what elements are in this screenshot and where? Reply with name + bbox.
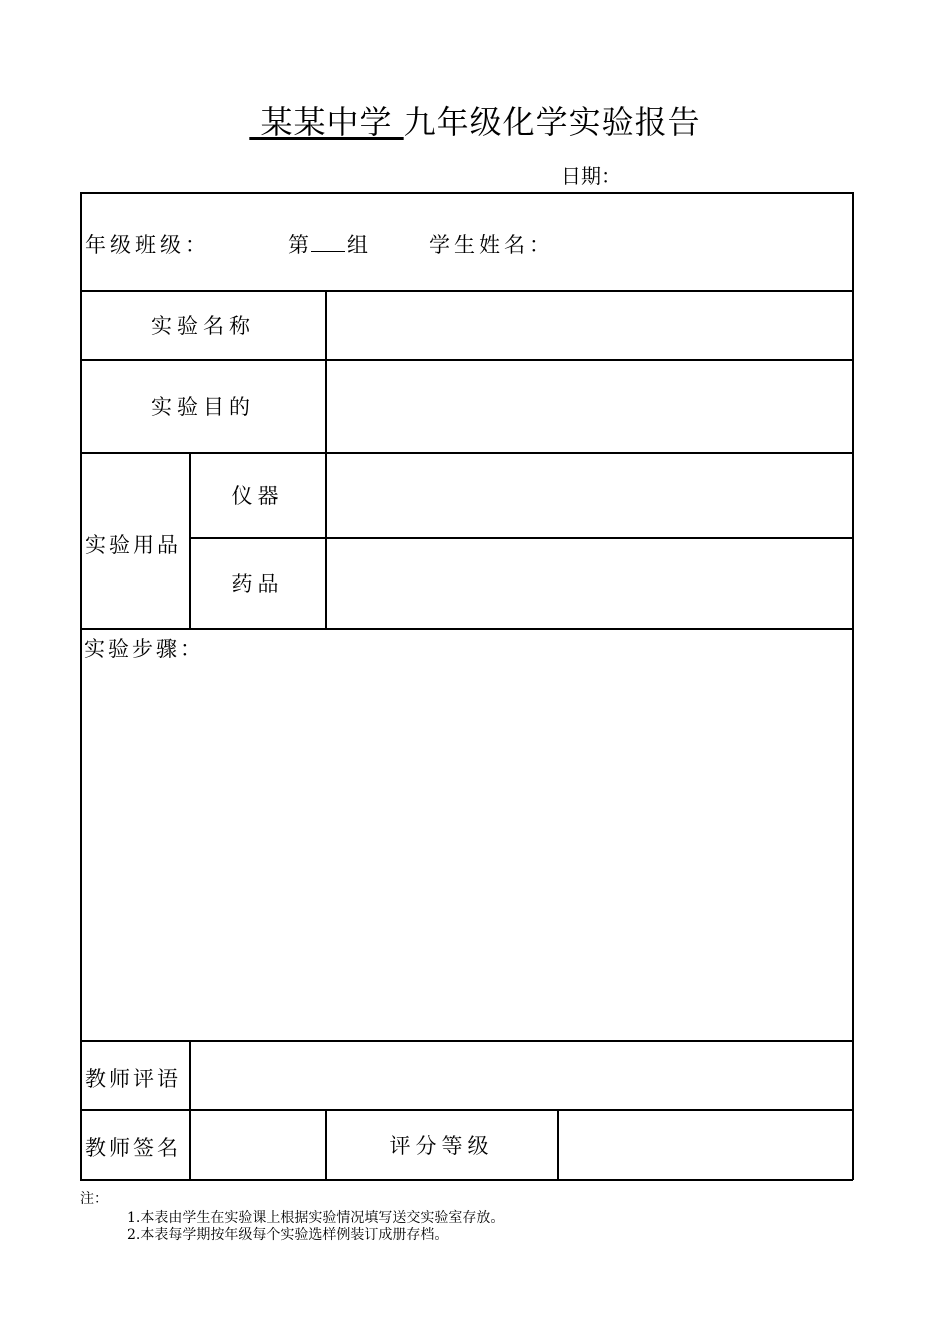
reagents-field[interactable] xyxy=(327,539,852,628)
table-border-bottom xyxy=(80,1179,853,1181)
note-item: 1.本表由学生在实验课上根据实验情况填写送交实验室存放。 xyxy=(127,1210,505,1226)
supplies-label: 实验用品 xyxy=(85,533,181,557)
group-prefix: 第 xyxy=(288,233,309,257)
note-item: 2.本表每学期按年级每个实验选样例装订成册存档。 xyxy=(127,1227,449,1243)
group-suffix: 组 xyxy=(347,233,368,257)
group-number-blank[interactable] xyxy=(311,233,345,252)
notes-heading: 注： xyxy=(80,1191,108,1207)
steps-label: 实验步骤： xyxy=(84,637,204,661)
report-title: 九年级化学实验报告 xyxy=(403,103,701,141)
experiment-name-label: 实验名称 xyxy=(151,314,255,338)
teacher-signature-label: 教师签名 xyxy=(85,1136,181,1160)
experiment-purpose-label: 实验目的 xyxy=(151,395,255,419)
table-border-top xyxy=(80,192,853,194)
row-divider xyxy=(80,628,853,630)
grade-class-label: 年级班级： xyxy=(85,233,210,257)
grade-level-field[interactable] xyxy=(559,1111,852,1179)
teacher-signature-field[interactable] xyxy=(191,1111,325,1179)
date-label: 日期： xyxy=(561,164,621,188)
experiment-purpose-field[interactable] xyxy=(327,361,852,452)
instruments-label: 仪器 xyxy=(231,484,284,508)
experiment-name-field[interactable] xyxy=(327,292,852,359)
group-number-field xyxy=(288,229,368,259)
table-border-right xyxy=(852,192,854,1180)
reagents-label: 药品 xyxy=(231,572,284,596)
student-name-label: 学生姓名： xyxy=(429,233,554,257)
teacher-comment-label: 教师评语 xyxy=(85,1067,181,1091)
teacher-comment-field[interactable] xyxy=(191,1042,852,1109)
steps-field[interactable] xyxy=(82,662,852,1040)
page-title xyxy=(0,97,950,143)
instruments-field[interactable] xyxy=(327,454,852,537)
school-name: 某某中学 xyxy=(260,103,393,141)
grade-level-label: 评分等级 xyxy=(389,1133,494,1158)
